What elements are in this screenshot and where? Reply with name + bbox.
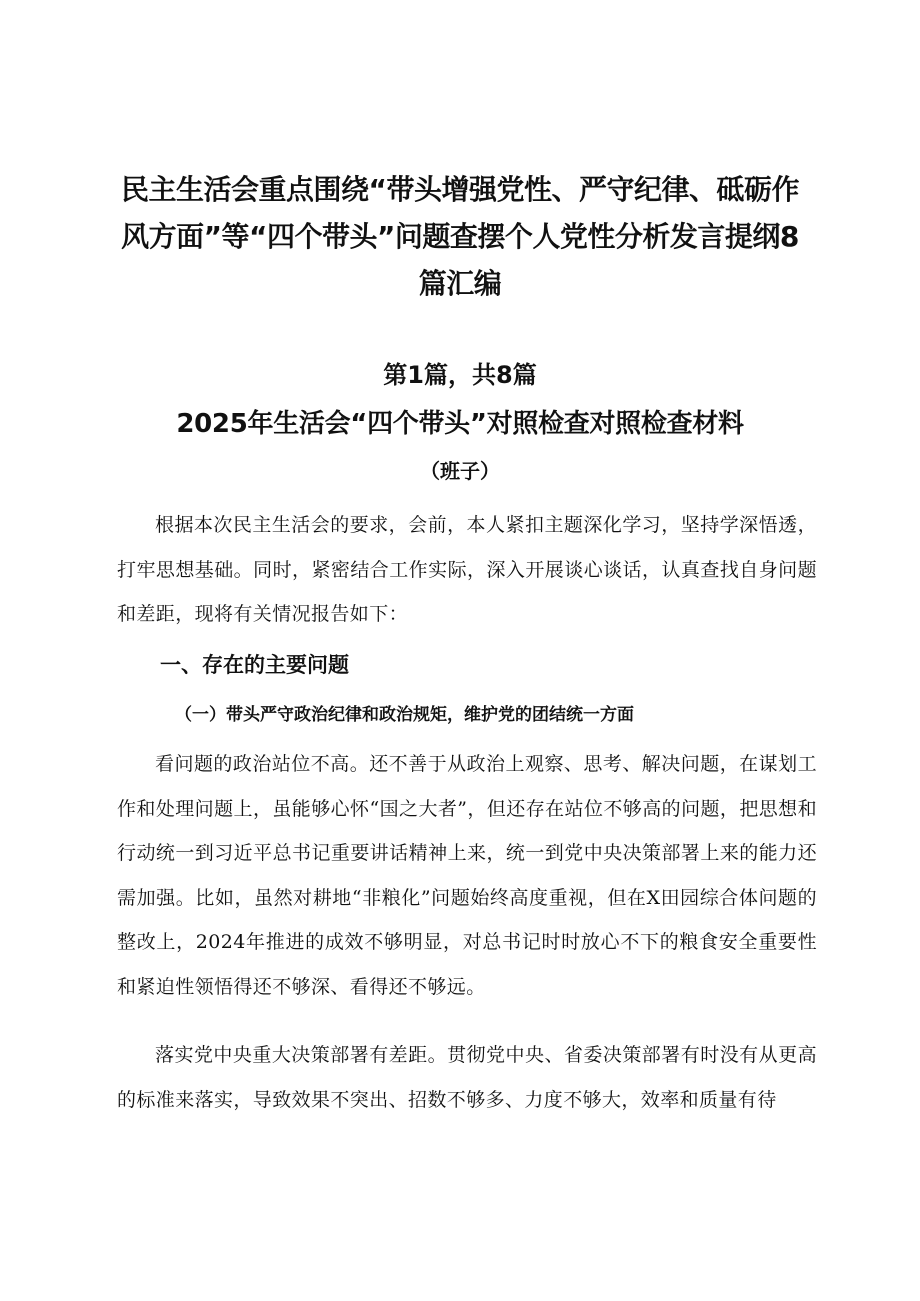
section-heading: 一、存在的主要问题	[160, 653, 349, 677]
part-label: 第1篇，共8篇	[383, 361, 537, 389]
body-paragraph: 落实党中央重大决策部署有差距。贯彻党中央、省委决策部署有时没有从更高的标准来落实，导致效果不突出、招数不够多、力度不够大，效率和质量有待	[117, 1044, 817, 1111]
article-title: 2025年生活会“四个带头”对照检查对照检查材料	[176, 409, 744, 439]
body-paragraph: 看问题的政治站位不高。还不善于从政治上观察、思考、解决问题，在谋划工作和处理问题上，虽能够心怀“国之大者”，但还存在站位不够高的问题，把思想和行动统一到习近平总书记重要讲话精神上来，统一到党中央决策部署上来的能力还需加强。比如，虽然对耕地“非粮化”问题始终高度重视，但在X田园综合体问题的整改上，2024年推进的成效不够明显，对总书记时时放心不下的粮食安全重要性和紧迫性领悟得还不够深、看得还不够远。	[117, 753, 817, 998]
subsection-heading: （一）带头严守政治纪律和政治规矩，维护党的团结统一方面	[175, 705, 634, 725]
article-subtitle: （班子）	[420, 459, 500, 483]
intro-paragraph: 根据本次民主生活会的要求，会前，本人紧扣主题深化学习，坚持学深悟透，打牢思想基础。同时，紧密结合工作实际，深入开展谈心谈话，认真查找自身问题和差距，现将有关情况报告如下：	[117, 514, 817, 625]
document-title: 民主生活会重点围绕“带头增强党性、严守纪律、砥砺作风方面”等“四个带头”问题查摆个人党性分析发言提纲8篇汇编	[121, 173, 799, 300]
